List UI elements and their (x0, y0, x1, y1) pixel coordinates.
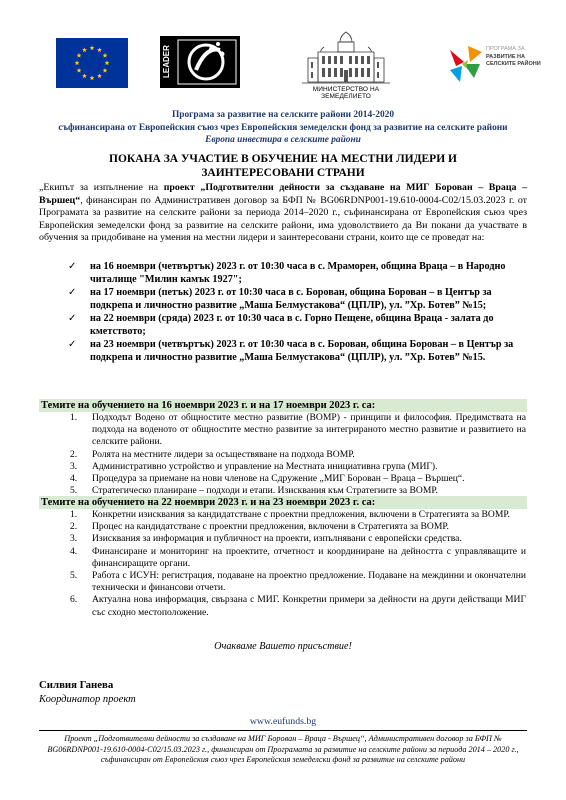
document-title-line2: ЗАИНТЕРЕСОВАНИ СТРАНИ (201, 167, 365, 179)
topic-text: Административно устройство и управление на Местната инициативна група (МИГ). (92, 460, 438, 472)
rdp-label-line1: ПРОГРАМА ЗА (486, 46, 525, 52)
topic-number: 3. (70, 533, 78, 545)
intro-paragraph (39, 182, 527, 245)
topic-number: 6. (70, 594, 78, 606)
footer-divider (39, 730, 527, 731)
program-header (20, 109, 546, 147)
eu-stars-icon (56, 38, 128, 88)
signer-role: Координатор проект (39, 694, 136, 705)
topic-item (56, 412, 526, 449)
eu-star-icon (75, 60, 80, 65)
intro-project-name: проект „Подготвителни дейности за създаване на МИГ Борован – Враца – Вършец“ (39, 182, 528, 206)
topics-heading-second: Темите на обучението на 22 ноември 2023 г. и на 23 ноември 2023 г. са: (39, 496, 527, 509)
rdp-label-line3: СЕЛСКИТЕ РАЙОНИ (486, 61, 541, 67)
topic-number: 4. (70, 545, 78, 557)
session-item (66, 312, 528, 338)
topic-number: 2. (70, 448, 78, 460)
eu-star-icon (105, 60, 110, 65)
session-item (66, 286, 528, 312)
topic-text: Процес на кандидатстване с проектни предложения, включени в Стратегията за ВОМР. (92, 521, 449, 533)
topic-text: Ролята на местните лидери за осъществяване на подхода ВОМР. (92, 448, 355, 460)
eu-star-icon (97, 73, 102, 78)
topic-number: 5. (70, 570, 78, 582)
topic-text: Изисквания за информация и публичност на проекти, изпълнявани с европейски средства. (92, 533, 462, 545)
rdp-label-line2: РАЗВИТИЕ НА (486, 53, 525, 60)
topic-item (56, 546, 526, 570)
footer-note: Проект „Подготвителни дейности за създаване на МИГ Борован – Враца - Вършец“, Административен договор за БФП № BG06RDNP001-19.610-0004-C02/15.03.2023 г., финансиран от Програмата за развитие на селските райони за периода 2014 – 2020 г., съфинансиран от Европейския съюз чрез Европейския земеделски фонд за развитие на селските райони (47, 734, 519, 765)
topic-item (56, 594, 526, 618)
topics-heading-first: Темите на обучението на 16 ноември 2023 г. и на 17 ноември 2023 г. са: (39, 399, 527, 412)
document-title (40, 152, 526, 180)
eu-star-icon (103, 68, 108, 73)
intro-part1: „Екипът за изпълнение на (39, 182, 164, 193)
topic-number: 3. (70, 460, 78, 472)
topic-number: 2. (70, 521, 78, 533)
topic-number: 4. (70, 473, 78, 485)
topic-item (56, 449, 526, 461)
topic-text: Конкретни изисквания за кандидатстване с проектни предложения, включени в Стратегията за ВОМР. (92, 509, 510, 520)
topic-number: 1. (70, 509, 78, 520)
topic-text: Актуална нова информация, свързана с МИГ. Конкретни примери за дейности на други действащи МИГ със сходно местоположение. (92, 594, 526, 618)
topic-item (56, 570, 526, 594)
checkmark-icon: ✓ (68, 261, 77, 272)
leader-logo-text: LEADER (162, 45, 171, 79)
signer-name: Силвия Ганева (39, 679, 114, 691)
website-link[interactable]: www.eufunds.bg (249, 716, 317, 727)
session-text: на 16 ноември (четвъртък) 2023 г. от 10:30 часа в с. Мраморен, община Враца – в Народно читалище "Милин камък 1927"; (90, 261, 506, 285)
session-text: на 23 ноември (четвъртък) 2023 г. от 10:30 часа в с. Борован, община Борован – в Център за подкрепа и личностно развитие „Маша Белмустакова“ (ЦПЛР), ул. ”Хр. Ботев” №15. (90, 339, 514, 363)
program-motto: Европа инвестира в селските райони (205, 135, 361, 145)
eu-star-icon (90, 45, 95, 50)
topic-item (56, 533, 526, 545)
eu-star-icon (82, 47, 87, 52)
topic-item (56, 461, 526, 473)
topic-text: Финансиране и мониторинг на проектите, отчетност и координиране на дейността с управляващите и финансиращите органи. (92, 545, 526, 569)
topic-text: Работа с ИСУН: регистрация, подаване на проектно предложение. Подаване на междинни и окончателни технически и финансови отчети. (92, 570, 526, 594)
topic-text: Процедура за приемане на нови членове на Сдружение „МИГ Борован – Враца – Вършец“. (92, 473, 465, 485)
ministry-logo (288, 30, 404, 98)
logo-bar (0, 30, 566, 102)
checkmark-icon: ✓ (68, 287, 77, 298)
rdp-logo (446, 42, 546, 84)
session-text: на 22 ноември (сряда) 2023 г. от 10:30 часа в с. Горно Пещене, община Враца - залата до кметството; (90, 313, 494, 337)
eu-star-icon (77, 53, 82, 58)
session-list (66, 260, 528, 364)
session-item (66, 260, 528, 286)
topics-list-second (56, 509, 526, 619)
checkmark-icon: ✓ (68, 339, 77, 350)
topic-item (56, 521, 526, 533)
ministry-building-icon (288, 30, 404, 86)
document-title-line1: ПОКАНА ЗА УЧАСТИЕ В ОБУЧЕНИЕ НА МЕСТНИ ЛИДЕРИ И (109, 153, 457, 165)
topic-text: Стратегическо планиране – подходи и етапи. Изисквания към Стратегиите за ВОМР. (92, 485, 438, 497)
rdp-label (486, 46, 546, 69)
leader-emblem-icon (160, 36, 240, 88)
program-line1: Програма за развитие на селските райони 2014-2020 (171, 110, 395, 120)
intro-part2: , финансиран по Административен договор за БФП № BG06RDNP001-19.610-0004-C02/15.03.2023 г. от Програмата за развитие на селските райони за периода 2014–2020 г., съфинансирана от Европейския съюз чрез Европейския земеделски фонд за развитие на селските райони, има удоволствието да Ви покани да участвате в обучения за придобиване на умения на местни лидери и заинтересовани страни, които ще се проведат на: (39, 194, 527, 243)
session-text: на 17 ноември (петък) 2023 г. от 10:30 часа в с. Борован, община Борован – в Център за подкрепа и личностно развитие „Маша Белмустакова“ (ЦПЛР), ул. ”Хр. Ботев” №15; (90, 287, 492, 311)
topic-text: Подходът Водено от общностите местно развитие (ВОМР) - принципи и философия. Предимствата на подхода на воденото от общностите местно развитие за интегрираното местно развитие и развитието на селските райони. (92, 412, 526, 448)
ministry-label: МИНИСТЕРСТВО НА ЗЕМЕДЕЛИЕТО (312, 86, 380, 100)
eu-flag-icon (56, 38, 128, 88)
topics-list-first (56, 412, 526, 497)
topic-item (56, 473, 526, 485)
checkmark-icon: ✓ (68, 313, 77, 324)
eu-star-icon (82, 73, 87, 78)
topic-number: 5. (70, 485, 78, 497)
topic-item (56, 509, 526, 521)
eu-star-icon (97, 47, 102, 52)
eu-star-icon (103, 53, 108, 58)
program-line2: съфинансирана от Европейския съюз чрез Европейския земеделски фонд за развитие на селските райони (58, 122, 508, 133)
eu-star-icon (77, 68, 82, 73)
eu-star-icon (90, 75, 95, 80)
session-item (66, 338, 528, 364)
leader-logo (160, 36, 240, 88)
closing-line: Очакваме Вашето присъствие! (214, 641, 352, 652)
rdp-emblem-icon (446, 42, 486, 84)
topic-number: 1. (70, 412, 78, 423)
